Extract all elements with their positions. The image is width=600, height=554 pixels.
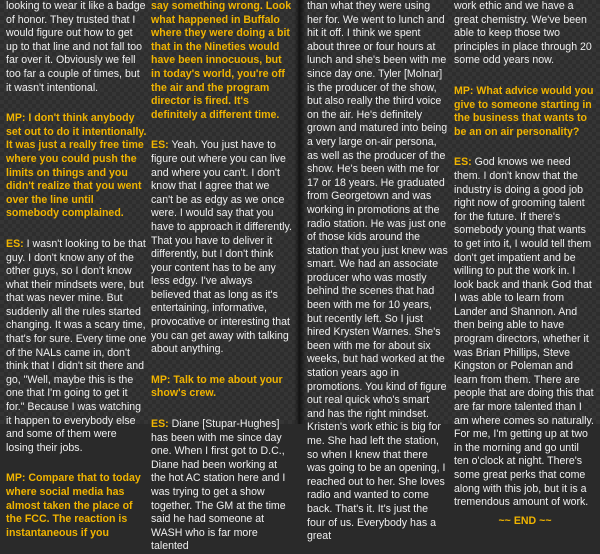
question-text: MP: I don't think anybody set out to do it intentionally. It was just a really free time where you could push the limits on things and you didn't realize that you went over the line until somebody complained. xyxy=(6,112,147,220)
speaker-label: ES: xyxy=(151,139,169,152)
column-4 xyxy=(454,0,596,527)
speaker-label: ES: xyxy=(454,156,472,169)
answer-text: Yeah. You just have to figure out where you can live and where you can't. I don't know that I agree that we can't be as edgy as we once were. I would say that you have to approach it differently. That you have to deliver it differently, but I don't think your content has to be any less edgy. I've always believed that as long as it's entertaining, informative, provocative or interesting that you can get away with talking about anything. xyxy=(151,139,292,356)
speaker-label: ES: xyxy=(151,418,169,431)
column-3 xyxy=(307,0,448,543)
question-text: MP: Talk to me about your show's crew. xyxy=(151,373,283,400)
page-gutter xyxy=(294,0,306,424)
question-continuation: say something wrong. Look what happened in Buffalo where they were doing a bit that in the Nineties would have been innocuous, but in today's world, you're off the air and the program director is fired. It's definitely a different time. xyxy=(151,0,292,121)
answer-paragraph xyxy=(454,156,596,509)
paragraph: looking to wear it like a badge of honor. They trusted that I would figure out how to get up to that line and not fall too far over it. Obviously we fell too far a couple of times, but it wasn't intentional. xyxy=(6,0,146,94)
answer-text: I wasn't looking to be that guy. I don't know any of the other guys, so I don't know what their mindsets were, but that was never mine. But suddenly all the rules started changing. It was a scary time, that's for sure. Every time one of the NALs came in, don't think that I didn't sit there and go, "Well, maybe this is the one that I'm going to get it for." Because I was watching it happen to everybody else and some of them were losing their jobs. xyxy=(6,237,147,454)
right-page xyxy=(300,0,600,543)
answer-paragraph xyxy=(6,238,147,456)
question-text: MP: Compare that to today where social media has almost taken the place of the FCC. The reaction is instantaneous if you xyxy=(6,472,141,539)
speaker-label: ES: xyxy=(6,237,24,250)
paragraph: than what they were using her for. We went to lunch and hit it off. I think we spent about three or four hours at lunch and she's been with me since day one. Tyler [Molnar] is the producer of the show, but also really the third voice on the air. He's definitely grown and matured into being a very large on-air persona, as well as the producer of the show. He's been with me for 17 or 18 years. He graduated from Georgetown and was working in promotions at the radio station. He was just one of those kids around the station that you just knew was smart. We had an associate producer who was mostly behind the scenes that had been with me for 10 years, but recently left. So I just hired Krysten Warnes. She's been with me for about six weeks, but had worked at the station years ago in promotions. You kind of figure out real quick who's smart and has the right mindset. Kristen's work ethic is big for me. She had left the station, so when I knew that there was going to be an opening, I reached out to her. She loves radio and wanted to come back. That's it. It's just the four of us. Everybody has a great xyxy=(307,0,448,543)
end-marker: ~~ END ~~ xyxy=(498,514,552,527)
answer-paragraph xyxy=(151,418,292,554)
column-2 xyxy=(151,0,292,553)
column-1 xyxy=(6,0,147,539)
paragraph: work ethic and we have a great chemistry. We've been able to keep those two principles in place through 20 some odd years now. xyxy=(454,0,592,67)
left-page xyxy=(0,0,298,553)
answer-text: God knows we need them. I don't know that the industry is doing a good job right now of grooming talent for the future. If there's somebody young that wants to get into it, I would tell them don't get impatient and be willing to put the work in. I look back and thank God that I was able to learn from Lander and Shannon. And then being able to have program directors, whether it was Brian Phillips, Steve Kingston or Poleman and learn from them. There are people that are doing this that are far more talented than I am where comes so naturally. For me, I'm getting up at two in the morning and go until ten o'clock at night. There's some great perks that come along with this job, but it is a tremendous amount of work. xyxy=(454,156,594,509)
answer-paragraph xyxy=(151,139,292,357)
answer-text: Diane [Stupar-Hughes] has been with me since day one. When I first got to D.C., Diane had been working at the hot AC station here and I was trying to get a show together. The GM at the time said he had someone at WASH who is far more talented xyxy=(151,418,286,553)
question-text: MP: What advice would you give to someone starting in the business that wants to be an on air personality? xyxy=(454,84,594,138)
